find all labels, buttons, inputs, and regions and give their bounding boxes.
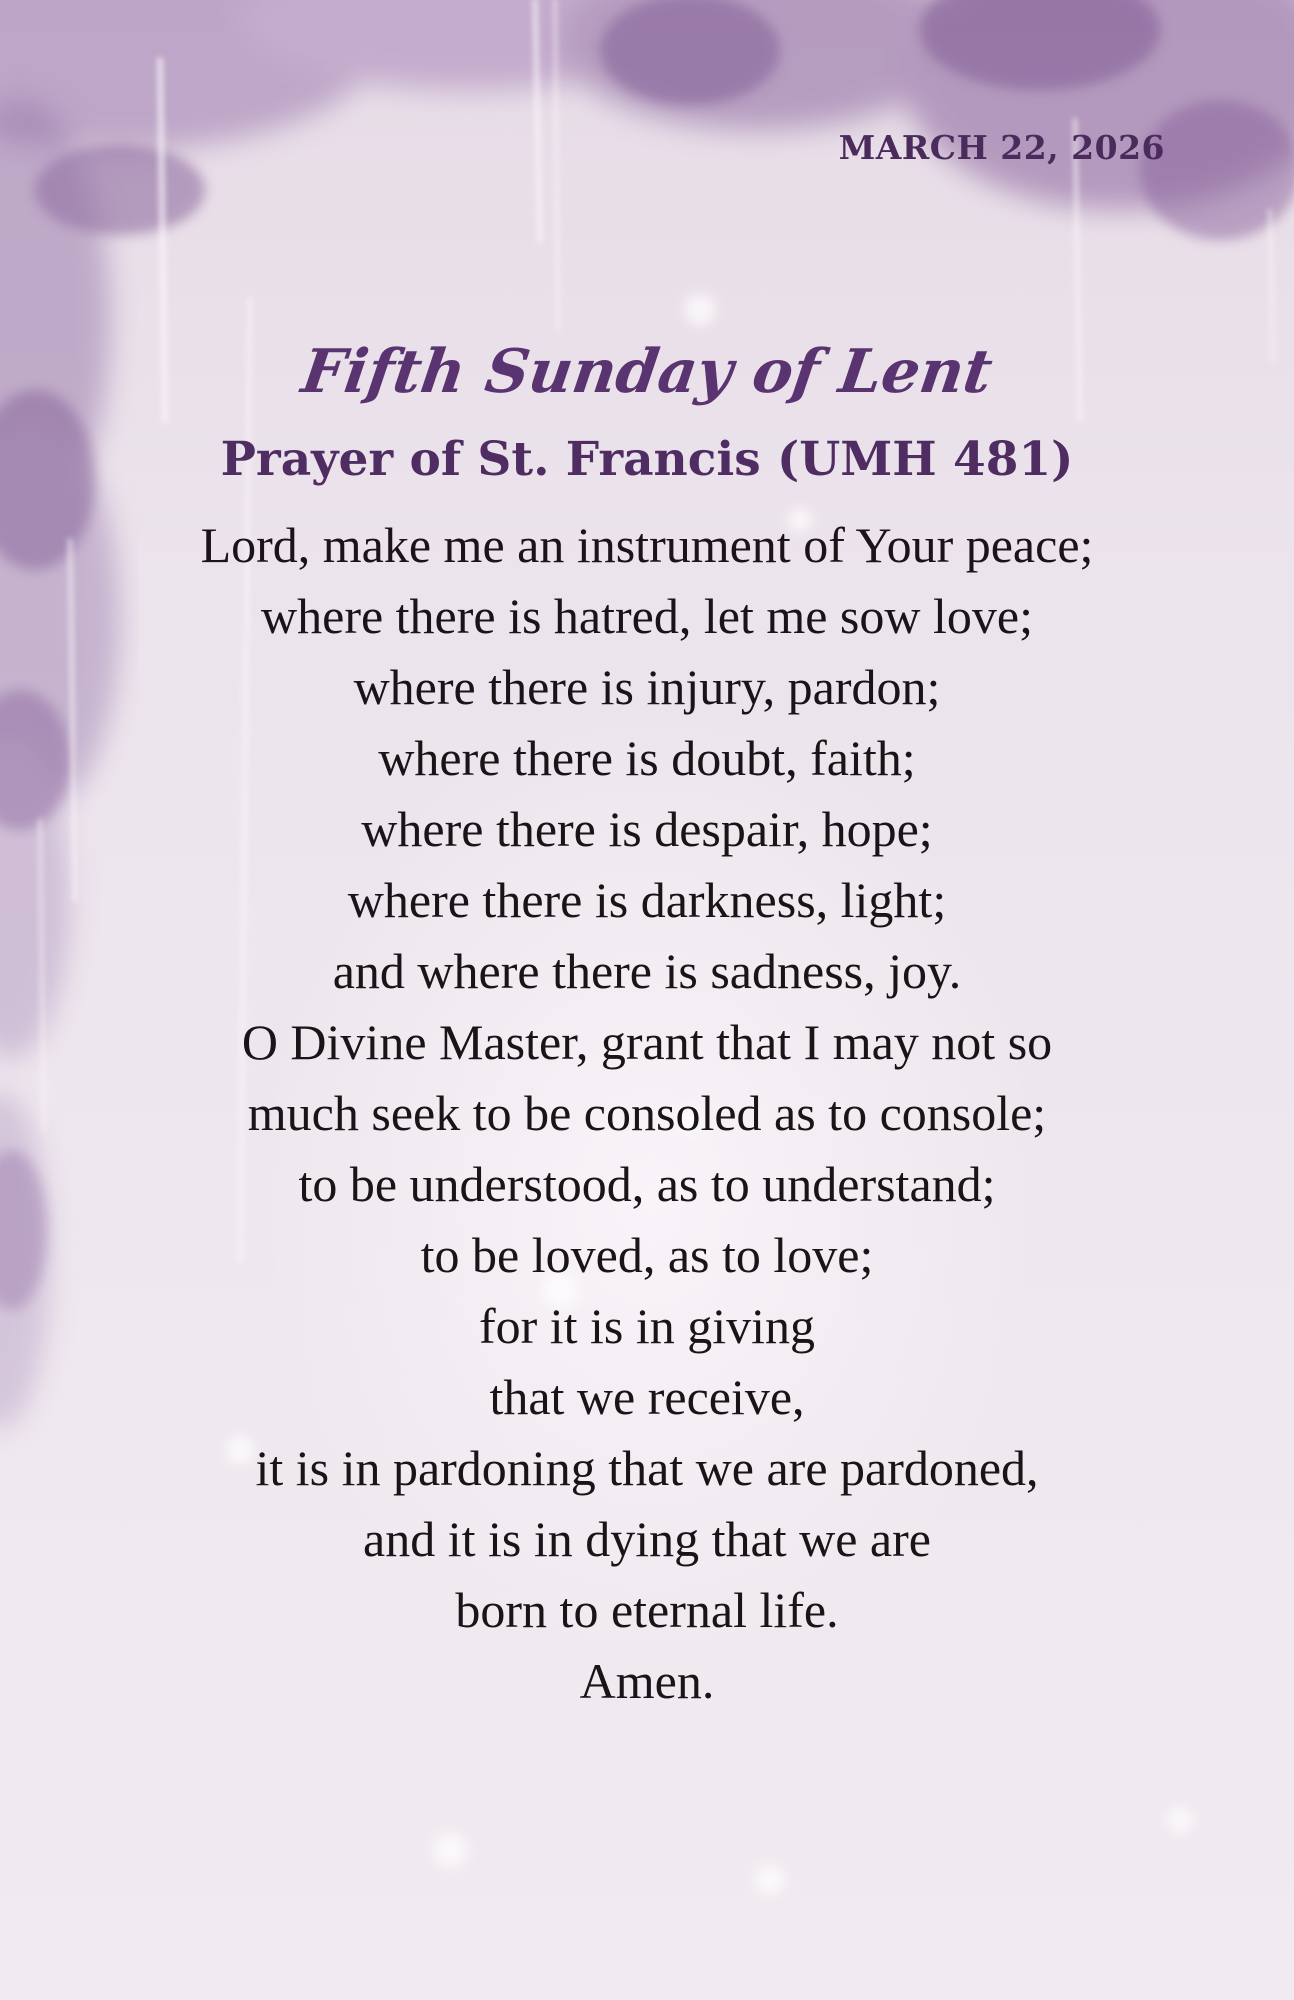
prayer-amen: Amen.	[579, 1653, 715, 1709]
prayer-line: and where there is sadness, joy.	[332, 943, 962, 999]
prayer-line: where there is injury, pardon;	[353, 659, 941, 715]
prayer-line: O Divine Master, grant that I may not so	[241, 1014, 1053, 1070]
prayer-line: and it is in dying that we are	[363, 1511, 931, 1567]
prayer-line: where there is doubt, faith;	[378, 730, 916, 786]
prayer-line: to be understood, as to understand;	[298, 1156, 996, 1212]
prayer-line: for it is in giving	[478, 1298, 816, 1354]
service-date: MARCH 22, 2026	[838, 128, 1165, 167]
prayer-content	[100, 330, 1194, 1717]
prayer-title: Prayer of St. Francis (UMH 481)	[220, 432, 1074, 487]
prayer-line: born to eternal life.	[455, 1582, 839, 1638]
liturgical-day-subtitle: Fifth Sunday of Lent	[297, 337, 997, 407]
prayer-line: to be loved, as to love;	[420, 1227, 874, 1283]
prayer-line: where there is darkness, light;	[347, 872, 947, 928]
prayer-line: Lord, make me an instrument of Your peace;	[200, 517, 1094, 573]
prayer-line: where there is despair, hope;	[361, 801, 933, 857]
prayer-line: it is in pardoning that we are pardoned,	[255, 1440, 1039, 1496]
prayer-line: much seek to be consoled as to console;	[247, 1085, 1047, 1141]
prayer-line: that we receive,	[489, 1369, 805, 1425]
prayer-text	[100, 510, 1194, 1717]
prayer-line: where there is hatred, let me sow love;	[261, 588, 1033, 644]
